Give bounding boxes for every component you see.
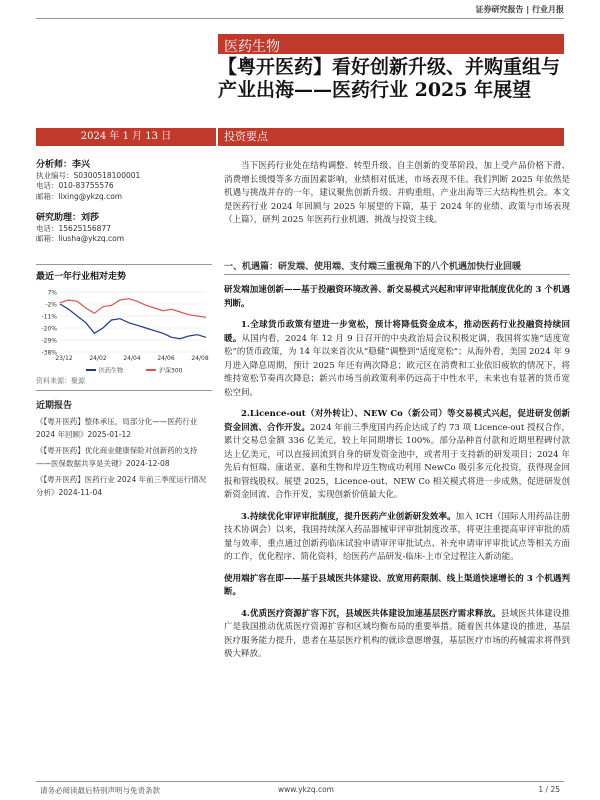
analyst-cert: 执业编号：S0300518100001 (36, 170, 141, 180)
series-line-1 (60, 299, 206, 318)
y-tick-label: -29% (41, 337, 57, 345)
item3-body: 加入 ICH（国际人用药品注册技术协调会）以来，我国持续深入药品器械审评审批制度改革，将更注重提高审评审批的质量与效率，重点通过创新药临床试验申请审评审批试点、补充申请审评审批试点等相关方面的工作，优化程序、简化资料，给医药产品研发-临床-上市全过程注入新动能。 (224, 511, 570, 562)
category-bar: 医药生物 (218, 34, 564, 54)
item2-title: 2.Licence-out（对外转让）、NEW Co（新公司）等交易模式兴起，促进研发创新资金回流、合作开发。 (224, 409, 570, 433)
assistant-block (36, 213, 212, 245)
x-tick-label: 24/04 (123, 355, 141, 362)
y-tick-label: -20% (41, 325, 57, 333)
analyst-email: 邮箱：lixing@ykzq.com (36, 191, 123, 201)
intro-text: 当下医药行业处在结构调整、转型升级、自主创新的变革阶段，加上受产品价格下滑、消费增长缓慢等多方面因素影响，业绩相对低迷，市场表现不佳。我们判断 2025 年依然是机遇与挑战并存的一年，建议聚焦创新升级、并购重组、产业出海等三大结构性机会。本文是医药行业 2024 年回顾与 2025 年展望的下篇，基于 2024 年的业绩、政策与市场表现（上篇），研判 2025 年医药行业机遇、挑战与投资主线。 (224, 161, 570, 225)
footer-website[interactable]: www.ykzq.com (278, 785, 334, 794)
x-tick-label: 23/12 (55, 355, 73, 362)
footer-page-number: 1 / 25 (538, 785, 560, 794)
side-divider (36, 264, 212, 265)
x-tick-label: 24/08 (191, 355, 209, 362)
legend-label: 医药生物 (99, 367, 124, 375)
item3-title: 3.持续优化审评审批制度，提升医药产业创新研发效率。 (241, 511, 456, 522)
analyst-block (36, 160, 212, 202)
chart-title: 最近一年行业相对走势 (36, 272, 127, 282)
date-bar: 2024 年 1 月 13 日 (36, 128, 216, 146)
x-tick-label: 24/02 (89, 355, 107, 362)
analyst-phone: 电话：010-83755576 (36, 181, 114, 190)
intro-paragraph (224, 160, 570, 228)
item1-title: 1.全球货币政策有望进一步宽松，预计将降低资金成本，推动医药行业投融资持续回暖。 (224, 320, 570, 344)
footer-disclaimer: 请务必阅读最后特别声明与免责条款 (40, 786, 160, 795)
section-heading-1: 一、机遇篇：研发端、使用端、支付端三重视角下的八个机遇加快行业回暖 (224, 259, 570, 275)
main-content (224, 284, 570, 662)
y-tick-label: 7% (47, 289, 57, 297)
report-title: 【粤开医药】看好创新升级、并购重组与产业出海——医药行业 2025 年展望 (218, 56, 561, 101)
report-type-label: 证券研究报告 | 行业月报 (475, 5, 564, 14)
bottom-divider (36, 781, 564, 782)
series-line-0 (60, 304, 206, 339)
assistant-email: 邮箱：liusha@ykzq.com (36, 234, 125, 243)
y-tick-label: -11% (41, 313, 57, 321)
analyst-heading: 分析师：李兴 (36, 160, 91, 170)
y-tick-label: -2% (45, 301, 57, 309)
recent-reports (36, 398, 212, 502)
x-tick-label: 24/06 (157, 355, 175, 362)
item4-title: 4.优质医疗资源扩容下沉，县域医共体建设加速基层医疗需求释放。 (241, 608, 501, 619)
item1-body: 从国内看，2024 年 12 月 9 日召开的中央政治局会议积极定调，我国将实施“适度宽松”的货币政策，为 14 年以来首次从“稳健”调整到“适度宽松”；从海外看，美国 2024 年 9 月进入降息周期，预计 2025 年还有两次降息；欧元区在消费和工业依旧疲软的情况下，将维持宽松节奏再次降息；新兴市场当前政策利率仍远高于中性水平，未来也有显著的货币宽松空间。 (224, 333, 570, 398)
section-bar: 投资要点 (218, 128, 564, 146)
item2-body: 2024 年前三季度国内药企达成了约 73 项 Licence-out 授权合作，累计交易总金额 336 亿美元，较上年同期增长 100%。部分品种首付款和近期里程碑付款达上亿美元，可以直接回流到自身的研发资金池中，或者用于支持新的研发项目；2024 年先后有恒瑞、康诺亚、嘉和生物和岸迈生物成功利用 NewCo 吸引多元化投资，获得现金回报和管线股权。展望 2025，Licence-out、NEW Co 相关模式将进一步成熟，促进研发创新资金回流、合作开发，实现创新价值最大化。 (224, 422, 570, 500)
assistant-phone: 电话：15625156877 (36, 223, 111, 233)
legend-label: 沪深300 (159, 367, 183, 375)
subheading-usage: 使用端扩容在即——基于县域医共体建设、放宽用药限制、线上渠道快速增长的 3 个机遇判断。 (224, 573, 570, 597)
relative-trend-chart (36, 286, 212, 380)
item4-body: 县域医共体建设推广是我国推动优质医疗资源扩容和区域均衡布局的重要举措。随着医共体建设的推进，基层医疗服务能力提升，患者在基层医疗机构的就诊意愿增强，基层医疗市场的药械需求将得到极大释放。 (224, 608, 570, 659)
side-divider-2 (36, 390, 212, 391)
recent-heading: 近期报告 (36, 401, 73, 411)
subheading-rd: 研发端加速创新——基于投融资环境改善、新交易模式兴起和审评审批制度优化的 3 个机遇判断。 (224, 285, 570, 309)
recent-report-item[interactable]: 《【粤开医药】整体承压，局部分化——医药行业 2024 年回顾》2025-01-12 (36, 417, 198, 439)
top-divider (36, 18, 564, 19)
chart-source: 资料来源：聚源 (36, 377, 85, 385)
recent-report-item[interactable]: 《【粤开医药】医药行业 2024 年前三季度运行情况分析》2024-11-04 (36, 475, 207, 497)
y-tick-label: -38% (41, 349, 57, 357)
recent-report-item[interactable]: 《【粤开医药】优化商业健康保险对创新药的支持——医保数据共享是关键》2024-12-08 (36, 446, 198, 468)
assistant-heading: 研究助理：刘莎 (36, 213, 100, 223)
